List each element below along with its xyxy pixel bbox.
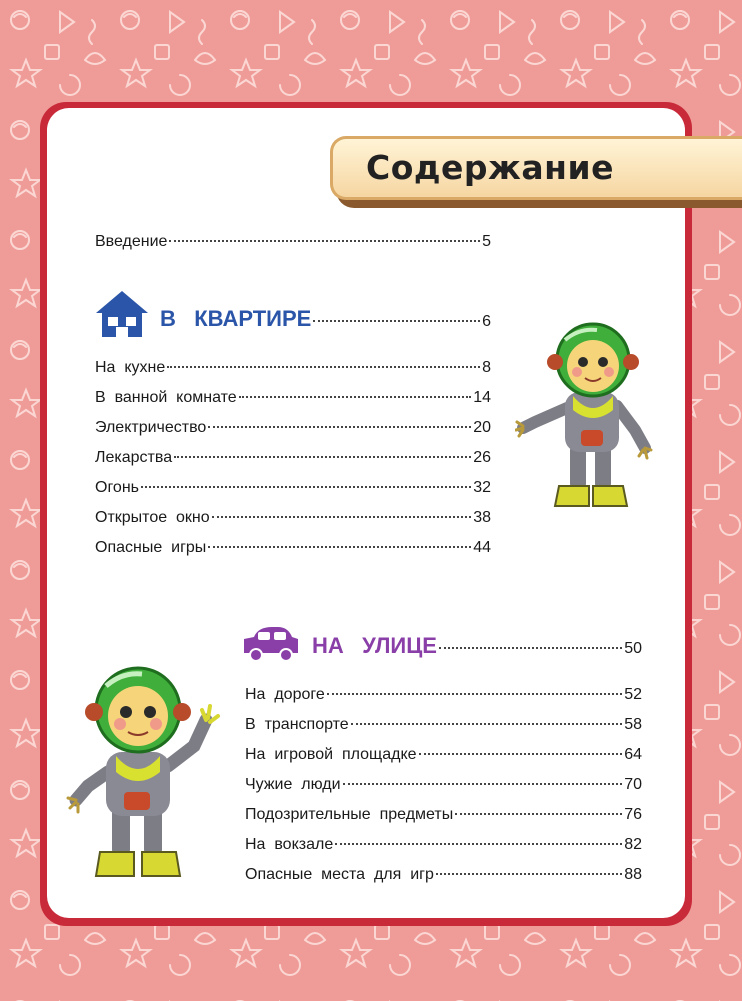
toc-entry[interactable] [245, 834, 642, 856]
dot-leader [212, 516, 472, 518]
house-icon [94, 289, 150, 339]
toc-entry-label: Опасные игры [95, 539, 207, 556]
toc-entry[interactable] [95, 507, 491, 529]
toc-entry-page: 82 [624, 836, 642, 853]
toc-entry-page: 44 [473, 539, 491, 556]
toc-entry-page: 8 [482, 359, 491, 376]
toc-entry-label: Лекарства [95, 449, 173, 466]
toc-entry[interactable] [95, 537, 491, 559]
dot-leader [239, 396, 472, 398]
dot-leader [208, 546, 471, 548]
toc-entry-label: Опасные места для игр [245, 866, 434, 883]
toc-entry[interactable] [95, 477, 491, 499]
section-heading-page: 50 [624, 640, 642, 657]
toc-entry-label: В ванной комнате [95, 389, 237, 406]
toc-entry-page: 64 [624, 746, 642, 763]
section-heading-label: НА УЛИЦЕ [312, 633, 437, 658]
toc-entry[interactable] [95, 357, 491, 379]
toc-entry[interactable] [95, 417, 491, 439]
toc-entry-label: В транспорте [245, 716, 349, 733]
toc-entry[interactable] [245, 744, 642, 766]
toc-entry-page: 88 [624, 866, 642, 883]
toc-entry-page: 70 [624, 776, 642, 793]
toc-entry-label: Электричество [95, 419, 207, 436]
section-heading-apartment[interactable] [160, 305, 491, 333]
toc-entry[interactable] [245, 804, 642, 826]
toc-entry-page: 32 [473, 479, 491, 496]
section-heading-street[interactable] [312, 632, 642, 660]
dot-leader [327, 693, 622, 695]
toc-entry-page: 20 [473, 419, 491, 436]
dot-leader [351, 723, 623, 725]
robot-illustration [64, 660, 224, 885]
toc-entry-page: 58 [624, 716, 642, 733]
toc-entry-page: 26 [473, 449, 491, 466]
toc-entry-label: Подозрительные предметы [245, 806, 454, 823]
toc-entry-intro[interactable] [95, 231, 491, 253]
toc-entry-page: 38 [473, 509, 491, 526]
section-heading-page: 6 [482, 313, 491, 330]
toc-entry[interactable] [245, 864, 642, 886]
dot-leader [208, 426, 471, 428]
car-icon [242, 627, 300, 663]
section-heading-label: В КВАРТИРЕ [160, 306, 312, 331]
toc-entry[interactable] [245, 714, 642, 736]
dot-leader [169, 240, 480, 242]
dot-leader [343, 783, 623, 785]
toc-entry[interactable] [95, 387, 491, 409]
dot-leader [174, 456, 471, 458]
toc-entry-label: Открытое окно [95, 509, 210, 526]
toc-entry[interactable] [95, 447, 491, 469]
toc-entry-label: На вокзале [245, 836, 334, 853]
toc-entry[interactable] [245, 774, 642, 796]
toc-entry[interactable] [245, 684, 642, 706]
dot-leader [167, 366, 480, 368]
page-title: Содержание [366, 148, 614, 187]
toc-entry-label: На дороге [245, 686, 325, 703]
toc-entry-page: 76 [624, 806, 642, 823]
toc-entry-label: На кухне [95, 359, 166, 376]
dot-leader [455, 813, 622, 815]
toc-entry-label: На игровой площадке [245, 746, 417, 763]
toc-entry-label: Чужие люди [245, 776, 341, 793]
dot-leader [141, 486, 471, 488]
dot-leader [436, 873, 622, 875]
toc-entry-page: 14 [473, 389, 491, 406]
toc-entry-label: Огонь [95, 479, 139, 496]
dot-leader [419, 753, 623, 755]
dot-leader [335, 843, 622, 845]
toc-entry-page: 52 [624, 686, 642, 703]
dot-leader [313, 320, 480, 322]
toc-entry-page: 5 [482, 233, 491, 250]
toc-entry-label: Введение [95, 233, 168, 250]
robot-illustration [515, 318, 660, 518]
dot-leader [439, 647, 622, 649]
